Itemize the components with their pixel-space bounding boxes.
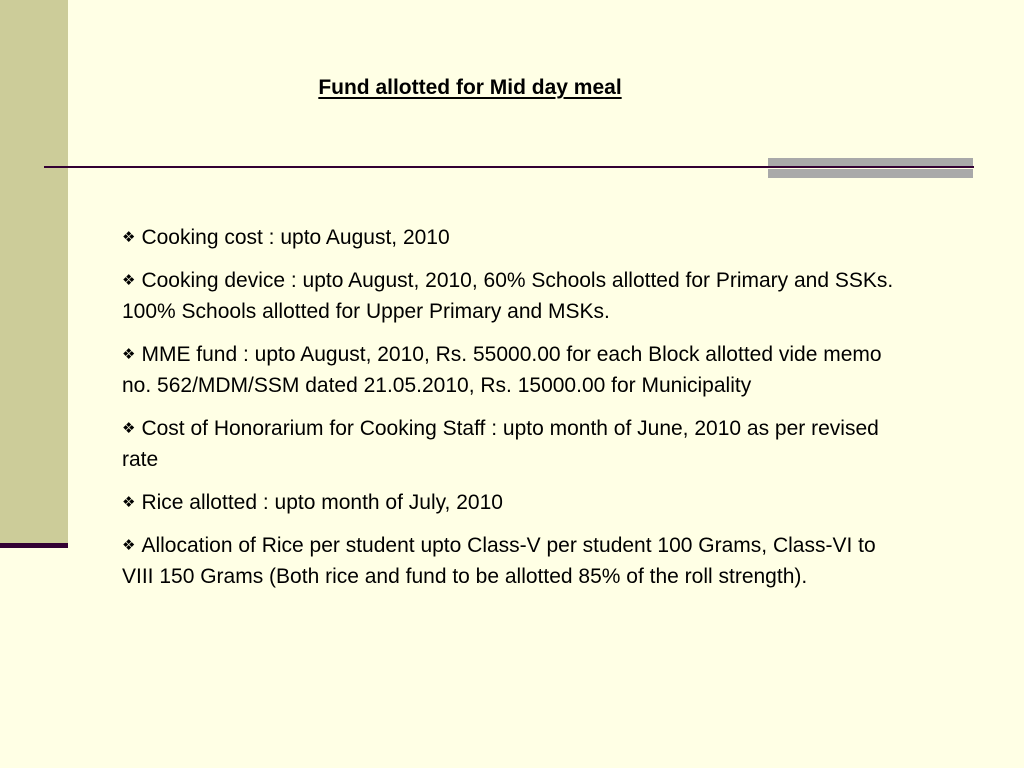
bullet-item-honorarium xyxy=(122,413,902,475)
diamond-bullet-icon: ❖ xyxy=(122,493,136,511)
diamond-bullet-icon: ❖ xyxy=(122,271,136,289)
bullet-item-mme-fund xyxy=(122,339,902,401)
bullet-item-rice-allocation xyxy=(122,530,902,592)
bullet-item-rice-allotted xyxy=(122,487,902,518)
bullet-list xyxy=(122,222,902,604)
bullet-item-cooking-cost xyxy=(122,222,902,253)
bullet-text: Allocation of Rice per student upto Class-V per student 100 Grams, Class-VI to VIII 150 Grams (Both rice and fund to be allotted 85% of the roll strength). xyxy=(122,534,876,588)
slide-title: Fund allotted for Mid day meal xyxy=(318,76,622,99)
bullet-text: Cooking device : upto August, 2010, 60% Schools allotted for Primary and SSKs. 100% Schools allotted for Upper Primary and MSKs. xyxy=(122,269,894,323)
bullet-text: MME fund : upto August, 2010, Rs. 55000.00 for each Block allotted vide memo no. 562/MDM/SSM dated 21.05.2010, Rs. 15000.00 for Municipality xyxy=(122,343,882,397)
bullet-text: Cooking cost : upto August, 2010 xyxy=(141,226,450,249)
side-band-underline xyxy=(0,543,68,548)
title-divider-rule xyxy=(44,166,974,168)
bullet-item-cooking-device xyxy=(122,265,902,327)
diamond-bullet-icon: ❖ xyxy=(122,419,136,437)
bullet-text: Cost of Honorarium for Cooking Staff : upto month of June, 2010 as per revised rate xyxy=(122,417,879,471)
diamond-bullet-icon: ❖ xyxy=(122,345,136,363)
bullet-text: Rice allotted : upto month of July, 2010 xyxy=(141,491,503,514)
diamond-bullet-icon: ❖ xyxy=(122,228,136,246)
diamond-bullet-icon: ❖ xyxy=(122,536,136,554)
